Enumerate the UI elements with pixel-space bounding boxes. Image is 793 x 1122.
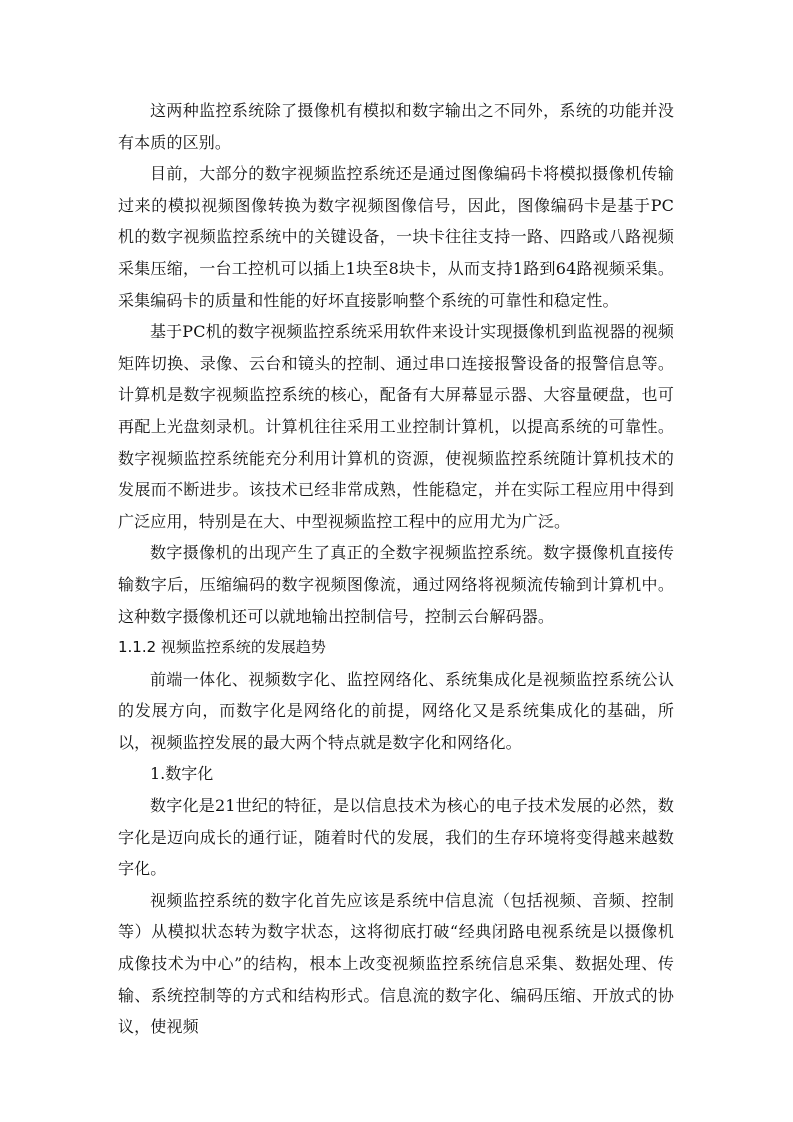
body-text [118, 95, 674, 1043]
paragraph-3: 基于PC机的数字视频监控系统采用软件来设计实现摄像机到监视器的视频矩阵切换、录像、云台和镜头的控制、通过串口连接报警设备的报警信息等。计算机是数字视频监控系统的核心，配备有大屏幕显示器、大容量硬盘，也可再配上光盘刻录机。计算机往往采用工业控制计算机，以提高系统的可靠性。数字视频监控系统能充分利用计算机的资源，使视频监控系统随计算机技术的发展而不断进步。该技术已经非常成熟，性能稳定，并在实际工程应用中得到广泛应用，特别是在大、中型视频监控工程中的应用尤为广泛。 [118, 322, 674, 531]
list-heading-digitalization: 1.数字化 [150, 764, 214, 784]
paragraph-1: 这两种监控系统除了摄像机有模拟和数字输出之不同外，系统的功能并没有本质的区别。 [118, 101, 674, 152]
paragraph-4: 数字摄像机的出现产生了真正的全数字视频监控系统。数字摄像机直接传输数字后，压缩编码的数字视频图像流，通过网络将视频流传输到计算机中。这种数字摄像机还可以就地输出控制信号，控制云台解码器。 [118, 543, 674, 626]
section-heading: 1.1.2 视频监控系统的发展趋势 [118, 638, 326, 657]
paragraph-2: 目前，大部分的数字视频监控系统还是通过图像编码卡将模拟摄像机传输过来的模拟视频图像转换为数字视频图像信号，因此，图像编码卡是基于PC机的数字视频监控系统中的关键设备，一块卡往往支持一路、四路或八路视频采集压缩，一台工控机可以插上1块至8块卡，从而支持1路到64路视频采集。采集编码卡的质量和性能的好坏直接影响整个系统的可靠性和稳定性。 [118, 164, 674, 310]
paragraph-7: 视频监控系统的数字化首先应该是系统中信息流（包括视频、音频、控制等）从模拟状态转为数字状态，这将彻底打破“经典闭路电视系统是以摄像机成像技术为中心”的结构，根本上改变视频监控系统信息采集、数据处理、传输、系统控制等的方式和结构形式。信息流的数字化、编码压缩、开放式的协议，使视频 [118, 890, 674, 1037]
paragraph-5: 前端一体化、视频数字化、监控网络化、系统集成化是视频监控系统公认的发展方向，而数字化是网络化的前提，网络化又是系统集成化的基础，所以，视频监控发展的最大两个特点就是数字化和网络化。 [118, 669, 674, 752]
paragraph-6: 数字化是21世纪的特征，是以信息技术为核心的电子技术发展的必然，数字化是迈向成长的通行证，随着时代的发展，我们的生存环境将变得越来越数字化。 [118, 796, 674, 879]
